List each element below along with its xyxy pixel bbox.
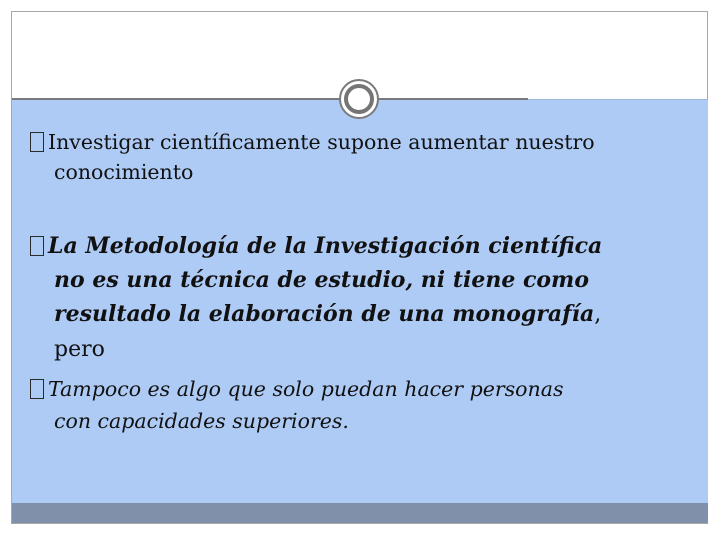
bullet-3-line-2 xyxy=(28,405,698,437)
bullet-2-line-4 xyxy=(28,332,698,367)
bullet-2-text-4: pero xyxy=(54,337,105,362)
bullet-2-text-3: resultado la elaboración de una monografía xyxy=(54,301,595,327)
bullet-1-line-1 xyxy=(28,127,698,157)
bullet-2-text-1: La Metodología de la Investigación científica xyxy=(48,233,603,259)
bullet-1 xyxy=(28,127,698,187)
circle-core-icon xyxy=(344,84,374,114)
square-box-icon xyxy=(30,236,44,256)
square-box-icon xyxy=(30,379,44,399)
bottom-bar xyxy=(12,503,708,523)
bullet-2-suffix: , xyxy=(594,302,602,327)
square-box-icon xyxy=(30,132,44,152)
bullet-3 xyxy=(28,373,698,437)
bullet-3-text-1: Tampoco es algo que solo puedan hacer personas xyxy=(48,377,564,401)
divider-line-left xyxy=(12,98,340,100)
bullet-2-line-1 xyxy=(28,229,698,263)
bullet-2-line-2 xyxy=(28,263,698,297)
bullet-2 xyxy=(28,229,698,367)
bullet-3-text-2: con capacidades superiores. xyxy=(54,409,349,433)
bullet-1-line-2 xyxy=(28,157,698,187)
bullet-2-line-3 xyxy=(28,297,698,332)
bullet-2-text-2: no es una técnica de estudio, ni tiene como xyxy=(54,267,590,293)
bullet-1-text-2: conocimiento xyxy=(54,160,194,184)
bullet-3-line-1 xyxy=(28,373,698,405)
bullet-1-text-1: Investigar científicamente supone aumentar nuestro xyxy=(48,130,595,154)
divider-line-right xyxy=(378,98,528,100)
